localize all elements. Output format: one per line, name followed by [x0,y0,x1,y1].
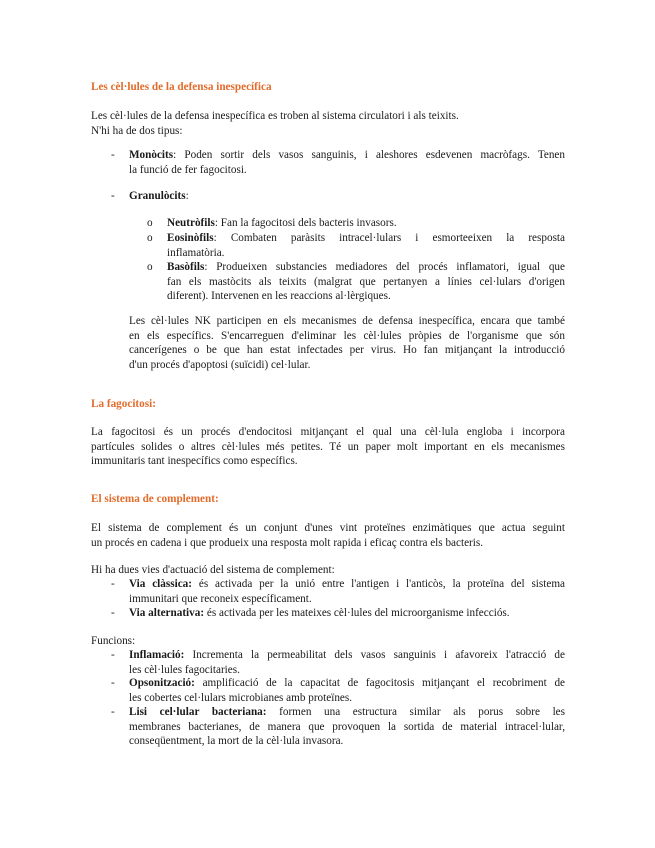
bullet-circle: o [147,232,153,244]
intro-paragraph [91,109,565,138]
heading-sistema-complement: El sistema de complement: [91,493,219,505]
bullet-dash: - [111,706,115,718]
vies-intro: Hi ha dues vies d'actuació del sistema de complement: [91,564,335,576]
term-monocits: Monòcits [129,149,174,161]
intro-line-2: N'hi ha de dos tipus: [91,124,183,137]
bullet-dash: - [111,677,115,689]
heading-fagocitosi: La fagocitosi: [91,398,156,410]
bullet-circle: o [147,217,153,229]
term-basofils: Basòfils [167,261,205,273]
bullet-dash: - [111,578,115,590]
term-inflamacio: Inflamació: [129,649,185,661]
complement-paragraph: El sistema de complement és un conjunt d'unes vint proteïnes enzimàtiques que actua seguint un procés en cadena i que produeix una resposta molt rapida i eficaç contra els bacteris. [91,522,565,549]
bullet-dash: - [111,607,115,619]
bullet-dash: - [111,649,115,661]
term-lisi: Lisi cel·lular bacteriana: [129,706,267,718]
term-eosinofils: Eosinòfils [167,232,214,244]
bullet-dash: - [111,149,115,161]
term-neutrofils: Neutròfils [167,217,215,229]
term-opsonitzacio: Opsonització: [129,677,195,689]
intro-line-1: Les cèl·lules de la defensa inespecífica es troben al sistema circulatori i als teixits. [91,110,459,122]
term-via-alternativa: Via alternativa: [129,607,205,619]
bullet-circle: o [147,261,153,273]
bullet-dash: - [111,190,115,202]
funcions-intro: Funcions: [91,635,136,647]
term-granulocits: Granulòcits [129,190,186,202]
term-via-classica: Via clàssica: [129,578,192,590]
fagocitosi-paragraph: La fagocitosi és un procés d'endocitosi mitjançant el qual una cèl·lula engloba i incorpora partícules solides o altres cèl·lules més petites. Té un paper molt important en els mecanismes immunitaris tant inespecífics como específics. [91,426,565,468]
heading-defensa-inespecifica: Les cèl·lules de la defensa inespecífica [91,81,272,93]
nk-paragraph: Les cèl·lules NK participen en els mecanismes de defensa inespecífica, encara que també en els específics. S'encarreguen d'eliminar les cèl·lules pròpies de l'organisme que són cancerígenes o be que han estat infectades per virus. Ho fan mitjançant la introducció d'un procés d'apoptosi (suïcidi) cel·lular. [129,315,565,371]
